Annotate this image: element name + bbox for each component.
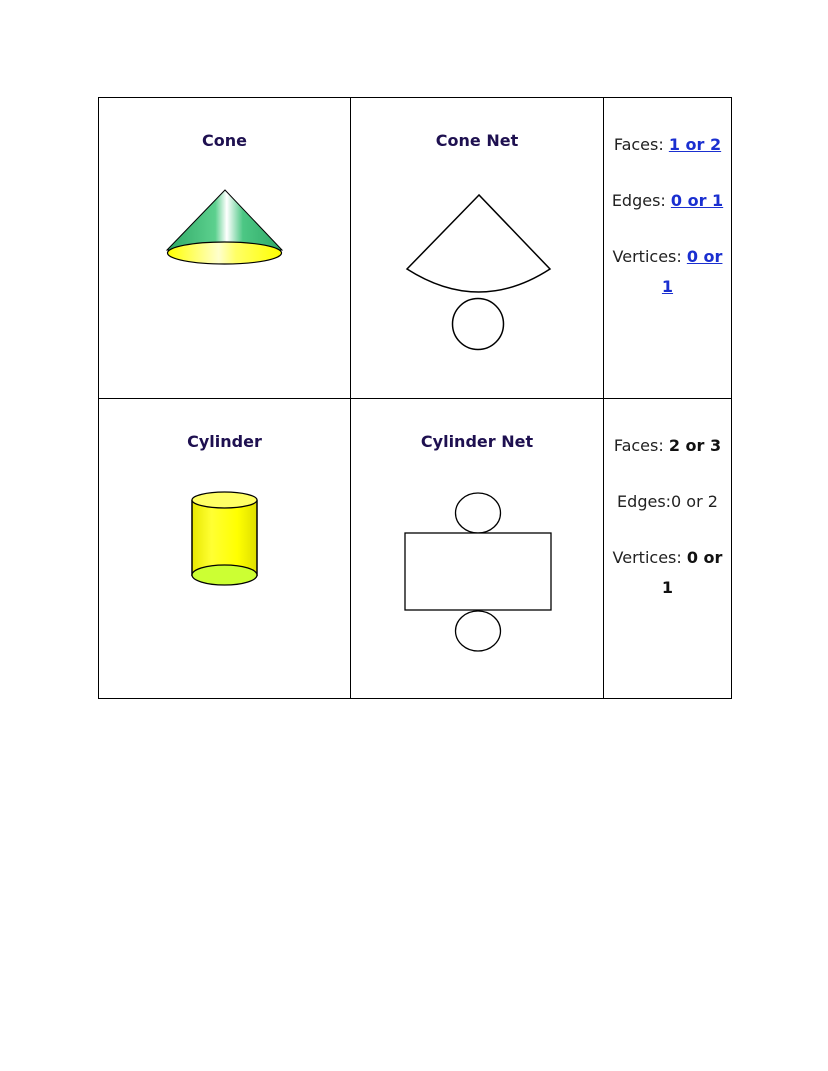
cone-properties-cell [604,98,732,399]
cylinder-net-cell [351,399,604,699]
cone-edges-link[interactable]: 0 or 1 [670,191,724,210]
cylinder-net-title: Cylinder Net [420,432,534,451]
cone-title: Cone [202,131,247,150]
cone-vertices-link[interactable]: 0 or 1 [661,247,723,296]
cylinder-image [99,399,350,698]
shapes-table [98,97,732,699]
cylinder-faces: Faces: 2 or 3 [613,436,722,455]
cone-net-cell [351,98,604,399]
cone-faces: Faces: 1 or 2 [613,135,722,154]
cylinder-title: Cylinder [187,432,262,451]
cone-cell [99,98,351,399]
cone-faces-link[interactable]: 1 or 2 [668,135,722,154]
cone-net-image [351,98,603,398]
cylinder-cell [99,399,351,699]
table-row [99,399,732,699]
cone-net-title: Cone Net [435,131,519,150]
table-row [99,98,732,399]
cylinder-net-image [351,399,603,698]
cylinder-properties-cell [604,399,732,699]
cone-vertices: Vertices: 0 or 1 [612,247,723,296]
cone-edges: Edges: 0 or 1 [611,191,724,210]
cone-image [99,98,350,398]
cylinder-vertices: Vertices: 0 or 1 [612,548,723,597]
cylinder-edges: Edges:0 or 2 [617,492,718,511]
